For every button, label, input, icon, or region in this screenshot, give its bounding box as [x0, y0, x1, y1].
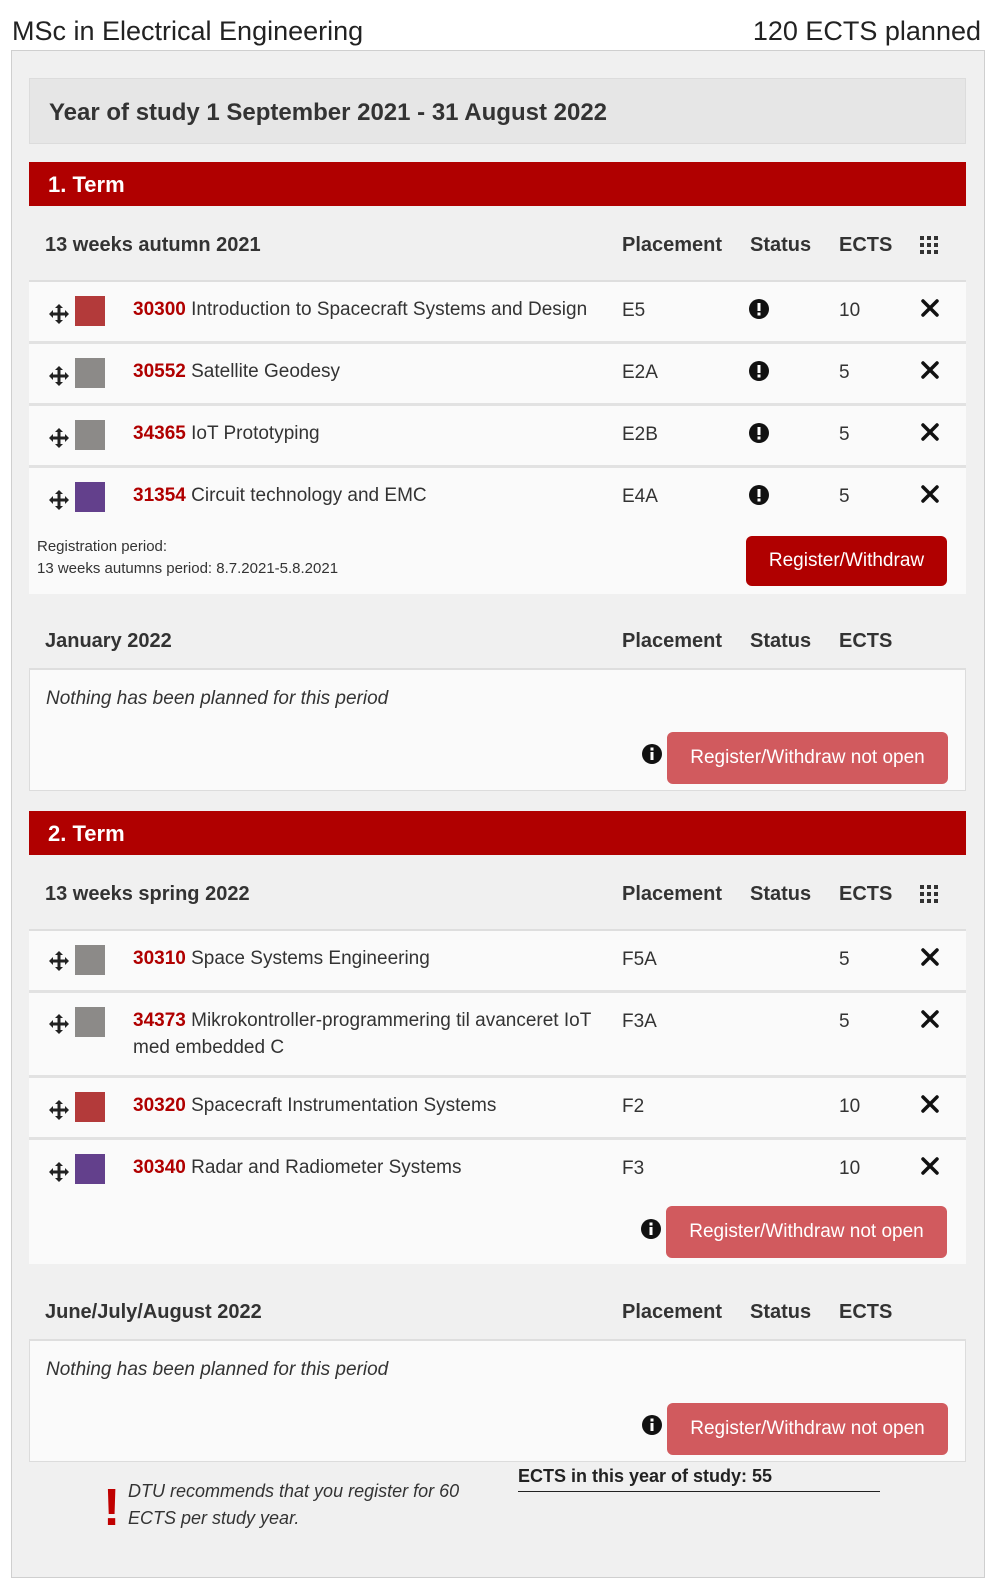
col-ects: ECTS	[839, 630, 893, 652]
register-withdraw-disabled-button[interactable]: Register/Withdraw not open	[666, 1206, 947, 1258]
course-color-swatch	[75, 420, 105, 450]
x-icon[interactable]	[921, 1010, 939, 1028]
year-title: Year of study 1 September 2021 - 31 August 2022	[49, 99, 608, 126]
term-1-header	[29, 162, 966, 206]
col-placement: Placement	[622, 883, 723, 905]
x-icon[interactable]	[921, 1157, 939, 1175]
exclamation-circle-icon[interactable]	[749, 299, 769, 319]
registration-label: Registration period:	[37, 538, 168, 555]
warning-exclamation-icon: !	[103, 1479, 121, 1537]
move-arrows-icon[interactable]	[49, 428, 69, 448]
course-title[interactable]	[133, 1007, 613, 1061]
course-row[interactable]	[29, 406, 966, 468]
period-header	[29, 1265, 966, 1341]
col-ects: ECTS	[839, 1301, 893, 1323]
info-circle-icon[interactable]	[642, 744, 662, 764]
x-icon[interactable]	[921, 299, 939, 317]
year-header	[29, 78, 966, 144]
move-arrows-icon[interactable]	[49, 1014, 69, 1034]
course-ects: 10	[839, 1158, 861, 1179]
course-code-link[interactable]: 30340	[133, 1157, 186, 1178]
col-status: Status	[750, 1301, 812, 1323]
course-row[interactable]	[29, 1078, 966, 1140]
x-icon[interactable]	[921, 485, 939, 503]
course-placement: F3A	[622, 1011, 657, 1032]
course-placement: F3	[622, 1158, 645, 1179]
move-arrows-icon[interactable]	[49, 1100, 69, 1120]
course-color-swatch	[75, 1007, 105, 1037]
course-ects: 5	[839, 362, 850, 383]
course-placement: E2B	[622, 424, 658, 445]
col-status: Status	[750, 630, 812, 652]
course-title[interactable]	[133, 945, 613, 972]
info-circle-icon[interactable]	[641, 1219, 661, 1239]
term-2-header	[29, 811, 966, 855]
empty-message: Nothing has been planned for this period	[46, 688, 389, 709]
register-withdraw-disabled-button[interactable]: Register/Withdraw not open	[667, 1403, 948, 1455]
empty-period-panel	[29, 1341, 966, 1462]
course-color-swatch	[75, 945, 105, 975]
ects-planned: 120 ECTS planned	[752, 16, 981, 46]
registration-panel	[29, 1202, 966, 1264]
registration-period: 13 weeks autumns period: 8.7.2021-5.8.2021	[37, 560, 339, 577]
x-icon[interactable]	[921, 948, 939, 966]
course-row[interactable]	[29, 344, 966, 406]
period-title: 13 weeks spring 2022	[45, 883, 250, 905]
col-placement: Placement	[622, 234, 723, 256]
course-row[interactable]	[29, 468, 966, 530]
term-title: 1. Term	[48, 172, 125, 197]
x-icon[interactable]	[921, 1095, 939, 1113]
course-ects: 10	[839, 300, 861, 321]
course-code-link[interactable]: 30300	[133, 299, 186, 320]
course-name[interactable]: Satellite Geodesy	[191, 361, 341, 382]
course-placement: E4A	[622, 486, 658, 507]
course-title[interactable]	[133, 482, 613, 509]
course-code-link[interactable]: 34365	[133, 423, 186, 444]
course-row[interactable]	[29, 282, 966, 344]
grid-icon[interactable]	[920, 236, 938, 254]
period-header	[29, 594, 966, 670]
register-withdraw-button[interactable]: Register/Withdraw	[746, 536, 947, 586]
course-ects: 5	[839, 486, 850, 507]
empty-message: Nothing has been planned for this period	[46, 1359, 389, 1380]
exclamation-circle-icon[interactable]	[749, 485, 769, 505]
move-arrows-icon[interactable]	[49, 490, 69, 510]
course-name[interactable]: Circuit technology and EMC	[191, 485, 427, 506]
course-ects: 5	[839, 949, 850, 970]
period-title: January 2022	[45, 630, 172, 652]
ects-total: ECTS in this year of study: 55	[518, 1466, 880, 1492]
move-arrows-icon[interactable]	[49, 951, 69, 971]
period-header	[29, 206, 966, 282]
course-color-swatch	[75, 296, 105, 326]
course-title[interactable]	[133, 1154, 613, 1181]
course-title[interactable]	[133, 296, 613, 323]
course-color-swatch	[75, 482, 105, 512]
course-placement: F5A	[622, 949, 657, 970]
course-code-link[interactable]: 31354	[133, 485, 186, 506]
col-status: Status	[750, 883, 812, 905]
move-arrows-icon[interactable]	[49, 366, 69, 386]
course-ects: 5	[839, 1011, 850, 1032]
exclamation-circle-icon[interactable]	[749, 423, 769, 443]
grid-icon[interactable]	[920, 885, 938, 903]
course-code-link[interactable]: 30320	[133, 1095, 186, 1116]
move-arrows-icon[interactable]	[49, 1162, 69, 1182]
course-name[interactable]: Spacecraft Instrumentation Systems	[191, 1095, 497, 1116]
registration-panel	[29, 530, 966, 594]
course-code-link[interactable]: 30310	[133, 948, 186, 969]
course-title[interactable]	[133, 420, 613, 447]
course-code-link[interactable]: 30552	[133, 361, 186, 382]
exclamation-circle-icon[interactable]	[749, 361, 769, 381]
period-title: June/July/August 2022	[45, 1301, 262, 1323]
col-ects: ECTS	[839, 883, 893, 905]
period-title: 13 weeks autumn 2021	[45, 234, 261, 256]
col-placement: Placement	[622, 1301, 723, 1323]
col-placement: Placement	[622, 630, 723, 652]
col-ects: ECTS	[839, 234, 893, 256]
course-name[interactable]: IoT Prototyping	[191, 423, 320, 444]
move-arrows-icon[interactable]	[49, 304, 69, 324]
course-placement: E2A	[622, 362, 658, 383]
x-icon[interactable]	[921, 423, 939, 441]
course-name[interactable]: Mikrokontroller-programmering til avanceret IoT med embedded C	[133, 1010, 591, 1058]
program-title: MSc in Electrical Engineering	[12, 16, 364, 46]
ects-recommendation: DTU recommends that you register for 60 ECTS per study year.	[128, 1481, 460, 1528]
course-title[interactable]	[133, 358, 613, 385]
course-row[interactable]	[29, 1140, 966, 1202]
course-title[interactable]	[133, 1092, 613, 1119]
register-withdraw-disabled-button[interactable]: Register/Withdraw not open	[667, 732, 948, 784]
course-color-swatch	[75, 1154, 105, 1184]
course-row[interactable]	[29, 993, 966, 1078]
col-status: Status	[750, 234, 812, 256]
course-placement: E5	[622, 300, 646, 321]
x-icon[interactable]	[921, 361, 939, 379]
course-ects: 5	[839, 424, 850, 445]
empty-period-panel	[29, 670, 966, 791]
term-title: 2. Term	[48, 821, 125, 846]
course-color-swatch	[75, 1092, 105, 1122]
course-row[interactable]	[29, 931, 966, 993]
top-header	[0, 0, 989, 52]
course-name[interactable]: Radar and Radiometer Systems	[191, 1157, 462, 1178]
course-name[interactable]: Introduction to Spacecraft Systems and Design	[191, 299, 588, 320]
course-color-swatch	[75, 358, 105, 388]
course-ects: 10	[839, 1096, 861, 1117]
period-header	[29, 855, 966, 931]
course-placement: F2	[622, 1096, 645, 1117]
course-code-link[interactable]: 34373	[133, 1010, 186, 1031]
info-circle-icon[interactable]	[642, 1415, 662, 1435]
course-name[interactable]: Space Systems Engineering	[191, 948, 430, 969]
